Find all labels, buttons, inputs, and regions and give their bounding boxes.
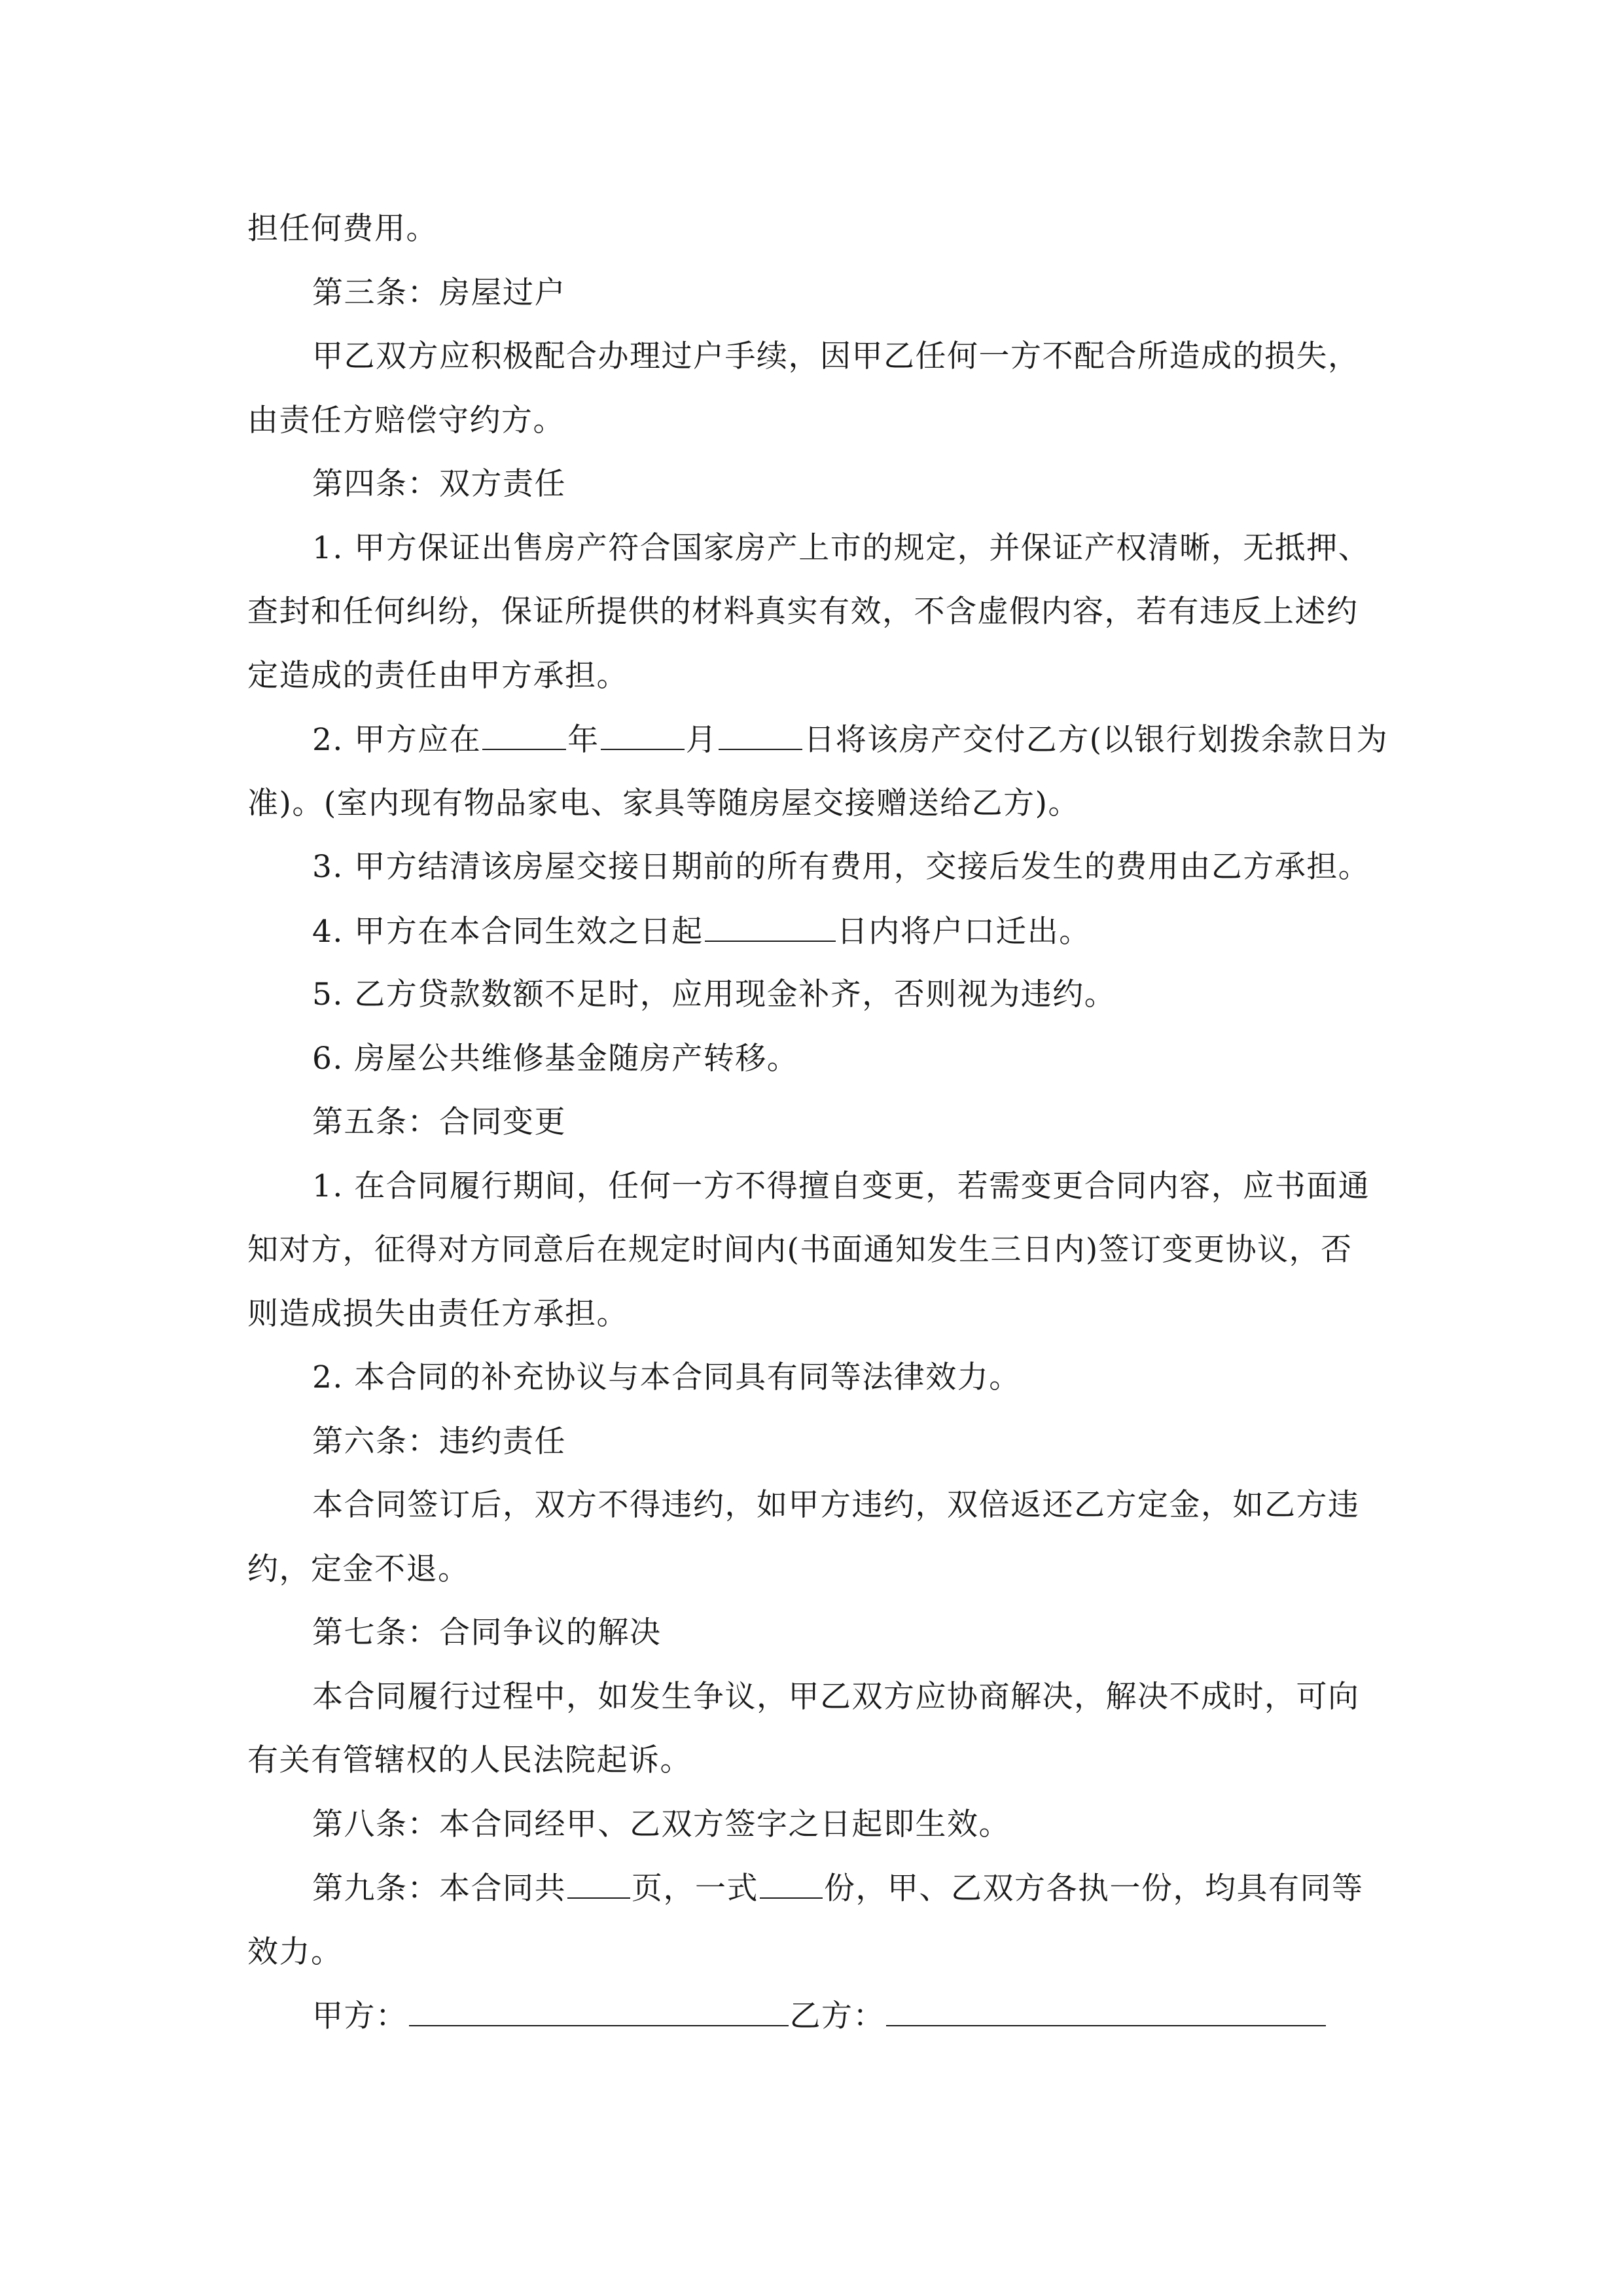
text-segment: 4. 甲方在本合同生效之日起 (312, 914, 704, 950)
text-segment: 日内将户口迁出。 (836, 914, 1091, 950)
text-line: 知对方，征得对方同意后在规定时间内(书面通知发生三日内)签订变更协议，否 (247, 1232, 1353, 1268)
text-segment: 年 (567, 722, 599, 758)
signature-line (312, 1996, 1327, 2036)
month-blank[interactable] (601, 720, 685, 750)
article-8-heading: 第八条：本合同经甲、乙双方签字之日起即生效。 (312, 1806, 1010, 1842)
text-line: 准)。(室内现有物品家电、家具等随房屋交接赠送给乙方)。 (247, 785, 1080, 821)
text-segment: 份，甲、乙双方各执一份，均具有同等 (824, 1871, 1364, 1907)
text-line: 5. 乙方贷款数额不足时，应用现金补齐，否则视为违约。 (312, 977, 1116, 1013)
text-line: 担任何费用。 (247, 211, 438, 247)
party-b-label: 乙方： (789, 1998, 885, 2034)
text-segment: 第九条：本合同共 (312, 1871, 566, 1907)
article-7-heading: 第七条：合同争议的解决 (312, 1615, 662, 1651)
days-blank[interactable] (705, 912, 836, 942)
text-segment: 页，一式 (632, 1871, 758, 1907)
text-line: 查封和任何纠纷，保证所提供的材料真实有效，不含虚假内容，若有违反上述约 (247, 594, 1359, 630)
text-line: 定造成的责任由甲方承担。 (247, 658, 628, 694)
day-blank[interactable] (719, 720, 802, 750)
article-9-line (312, 1869, 1364, 1909)
text-line: 1. 在合同履行期间，任何一方不得擅自变更，若需变更合同内容，应书面通 (312, 1168, 1370, 1204)
article-3-heading: 第三条：房屋过户 (312, 275, 566, 311)
article-5-heading: 第五条：合同变更 (312, 1104, 566, 1140)
text-segment: 2. 甲方应在 (312, 722, 482, 758)
hukou-line (312, 912, 1091, 952)
text-line: 效力。 (247, 1934, 343, 1970)
text-line: 2. 本合同的补充协议与本合同具有同等法律效力。 (312, 1359, 1021, 1395)
article-4-heading: 第四条：双方责任 (312, 466, 566, 502)
text-line: 甲乙双方应积极配合办理过户手续，因甲乙任何一方不配合所造成的损失， (312, 338, 1360, 374)
party-a-label: 甲方： (312, 1998, 408, 2034)
text-line: 1. 甲方保证出售房产符合国家房产上市的规定，并保证产权清晰，无抵押、 (312, 530, 1370, 566)
article-6-heading: 第六条：违约责任 (312, 1424, 566, 1460)
text-line: 6. 房屋公共维修基金随房产转移。 (312, 1041, 799, 1077)
text-line: 由责任方赔偿守约方。 (247, 403, 565, 439)
party-a-signature-field[interactable] (409, 1996, 789, 2026)
text-line: 有关有管辖权的人民法院起诉。 (247, 1742, 692, 1778)
text-line: 约，定金不退。 (247, 1551, 470, 1587)
text-line: 则造成损失由责任方承担。 (247, 1296, 628, 1332)
handover-date-line (312, 720, 1388, 760)
text-segment: 月 (685, 722, 718, 758)
year-blank[interactable] (482, 720, 566, 750)
text-segment: 日将该房产交付乙方(以银行划拨余款日为 (804, 722, 1389, 758)
copies-blank[interactable] (760, 1869, 823, 1899)
pages-blank[interactable] (567, 1869, 630, 1899)
text-line: 本合同履行过程中，如发生争议，甲乙双方应协商解决，解决不成时，可向 (312, 1679, 1360, 1715)
text-line: 本合同签订后，双方不得违约，如甲方违约，双倍返还乙方定金，如乙方违 (312, 1487, 1360, 1523)
text-line: 3. 甲方结清该房屋交接日期前的所有费用，交接后发生的费用由乙方承担。 (312, 849, 1370, 885)
party-b-signature-field[interactable] (886, 1996, 1326, 2026)
